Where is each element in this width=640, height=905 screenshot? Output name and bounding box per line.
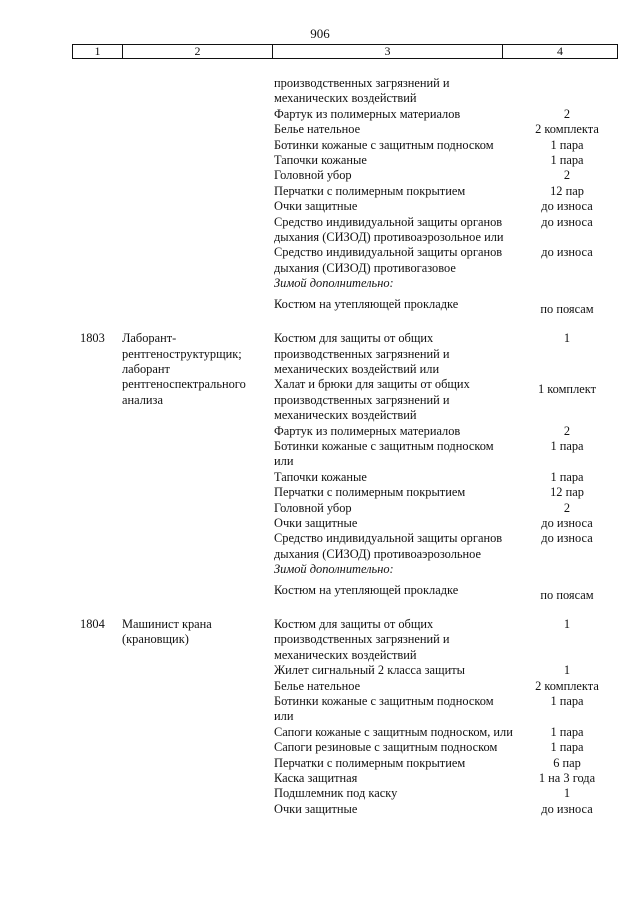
ppe-item-name: Ботинки кожаные с защитным подноском или <box>274 438 494 469</box>
list-item <box>0 694 640 725</box>
ppe-item-norm: до износа <box>541 515 593 530</box>
ppe-item-name: Каска защитная <box>274 771 358 786</box>
ppe-item-norm: 1 на 3 года <box>538 771 596 786</box>
list-item <box>0 76 640 107</box>
ppe-item-norm: по поясам <box>540 587 594 602</box>
ppe-item-norm: 2 <box>563 168 571 183</box>
table-row <box>0 76 640 317</box>
ppe-item-name: Перчатки с полимерным покрытием <box>274 485 466 500</box>
list-item <box>0 107 640 122</box>
list-item <box>0 439 640 470</box>
ppe-item-name: Костюм на утепляющей прокладке <box>274 582 459 597</box>
ppe-item-name: производственных загрязнений и механических воздействий <box>274 76 450 106</box>
header-col-4: 4 <box>557 44 563 58</box>
list-item <box>0 740 640 755</box>
list-item <box>0 485 640 500</box>
ppe-item-name: Очки защитные <box>274 199 358 214</box>
list-item <box>0 756 640 771</box>
ppe-item-norm <box>514 76 620 107</box>
ppe-item-norm: 6 пар <box>553 755 581 770</box>
ppe-item-norm: 1 пара <box>550 137 584 152</box>
ppe-item-norm: 1 пара <box>550 438 584 453</box>
ppe-item-norm: по поясам <box>540 301 594 316</box>
ppe-item-name: Головной убор <box>274 500 352 515</box>
ppe-item-name: Жилет сигнальный 2 класса защиты <box>274 663 465 678</box>
ppe-item-name: Подшлемник под каску <box>274 786 398 801</box>
table-header <box>72 44 618 59</box>
ppe-item-name: Перчатки с полимерным покрытием <box>274 755 466 770</box>
row-number: 1803 <box>80 331 105 346</box>
list-item <box>0 138 640 153</box>
list-item <box>0 531 640 562</box>
ppe-item-norm: 1 <box>563 663 571 678</box>
list-item <box>0 771 640 786</box>
ppe-item-name: Средство индивидуальной защиты органов дыхания (СИЗОД) противоаэрозольное <box>274 531 503 561</box>
list-item <box>0 470 640 485</box>
ppe-item-name: Халат и брюки для защиты от общих производственных загрязнений и механических воздействий <box>274 377 470 423</box>
ppe-item-name: Перчатки с полимерным покрытием <box>274 183 466 198</box>
ppe-item-name: Костюм для защиты от общих производственных загрязнений и механических воздействий <box>274 617 450 662</box>
list-item <box>0 122 640 137</box>
ppe-item-norm: до износа <box>541 199 593 214</box>
list-item <box>0 501 640 516</box>
ppe-item-norm: 1 пара <box>550 740 584 755</box>
ppe-item-norm: 12 пар <box>550 485 584 500</box>
ppe-item-norm: 1 пара <box>550 724 584 739</box>
header-col-3: 3 <box>273 45 503 58</box>
list-item <box>0 516 640 531</box>
row-number: 1804 <box>80 617 105 631</box>
ppe-item-name: Белье нательное <box>274 678 361 693</box>
list-item <box>0 786 640 801</box>
ppe-item-name: Ботинки кожаные с защитным подноском <box>274 137 494 152</box>
header-col-1: 1 <box>73 45 123 58</box>
list-item <box>0 184 640 199</box>
table-row <box>0 331 640 603</box>
ppe-item-name: Фартук из полимерных материалов <box>274 423 461 438</box>
winter-note: Зимой дополнительно: <box>274 562 394 577</box>
list-item <box>0 562 640 577</box>
list-item <box>0 199 640 214</box>
list-item <box>0 297 640 317</box>
ppe-item-norm: 1 пара <box>550 469 584 484</box>
ppe-item-name: Очки защитные <box>274 801 358 816</box>
ppe-item-name: Костюм для защиты от общих производственных загрязнений и механических воздействий или <box>274 331 450 376</box>
ppe-item-name: Сапоги резиновые с защитным подноском <box>274 740 498 755</box>
list-item <box>0 679 640 694</box>
ppe-item-name: Тапочки кожаные <box>274 469 367 484</box>
header-col-2: 2 <box>123 45 273 58</box>
ppe-item-norm <box>514 276 620 291</box>
list-item <box>0 725 640 740</box>
list-item <box>0 802 640 817</box>
ppe-item-norm: 2 <box>563 423 571 438</box>
ppe-item-name: Очки защитные <box>274 515 358 530</box>
ppe-item-name: Тапочки кожаные <box>274 153 367 168</box>
list-item <box>0 168 640 183</box>
ppe-item-name: Белье нательное <box>274 122 361 137</box>
list-item <box>0 663 640 678</box>
profession-name: Машинист крана (крановщик) <box>122 617 212 647</box>
ppe-item-name: Костюм на утепляющей прокладке <box>274 296 459 311</box>
list-item <box>0 245 640 276</box>
ppe-item-norm: до износа <box>541 801 593 816</box>
ppe-item-norm <box>514 562 620 577</box>
page-number: 906 <box>310 26 330 41</box>
ppe-item-norm: 2 <box>563 500 571 515</box>
profession-name: Лаборант-рентгеноструктурщик; лаборант рентгеноспектрального анализа <box>122 331 246 407</box>
ppe-item-name: Сапоги кожаные с защитным подноском, или <box>274 724 513 739</box>
list-item <box>0 153 640 168</box>
ppe-item-norm: 12 пар <box>550 183 584 198</box>
ppe-item-norm: 1 пара <box>550 694 584 709</box>
ppe-item-norm: 2 комплекта <box>535 678 599 693</box>
ppe-item-name: Ботинки кожаные с защитным подноском или <box>274 694 494 724</box>
ppe-item-name: Средство индивидуальной защиты органов дыхания (СИЗОД) противоаэрозольное или <box>274 214 504 245</box>
ppe-item-norm: до износа <box>541 214 593 229</box>
list-item <box>0 424 640 439</box>
ppe-item-norm: 1 <box>563 617 571 631</box>
ppe-item-name: Средство индивидуальной защиты органов дыхания (СИЗОД) противогазовое <box>274 245 503 275</box>
ppe-item-norm: до износа <box>541 245 593 260</box>
table-body <box>0 76 640 817</box>
list-item <box>0 377 640 423</box>
ppe-item-norm: 2 комплекта <box>535 122 599 137</box>
ppe-item-name: Головной убор <box>274 168 352 183</box>
list-item <box>0 276 640 291</box>
list-item <box>0 583 640 603</box>
ppe-item-name: Фартук из полимерных материалов <box>274 106 461 121</box>
table-row <box>0 617 640 817</box>
list-item <box>0 215 640 246</box>
ppe-item-norm: 1 пара <box>550 153 584 168</box>
winter-note: Зимой дополнительно: <box>274 276 394 291</box>
ppe-item-norm: до износа <box>541 531 593 546</box>
ppe-item-norm: 2 <box>563 106 571 121</box>
ppe-item-norm: 1 <box>563 331 571 346</box>
ppe-item-norm: 1 <box>563 786 571 801</box>
ppe-item-norm: 1 комплект <box>537 382 597 397</box>
